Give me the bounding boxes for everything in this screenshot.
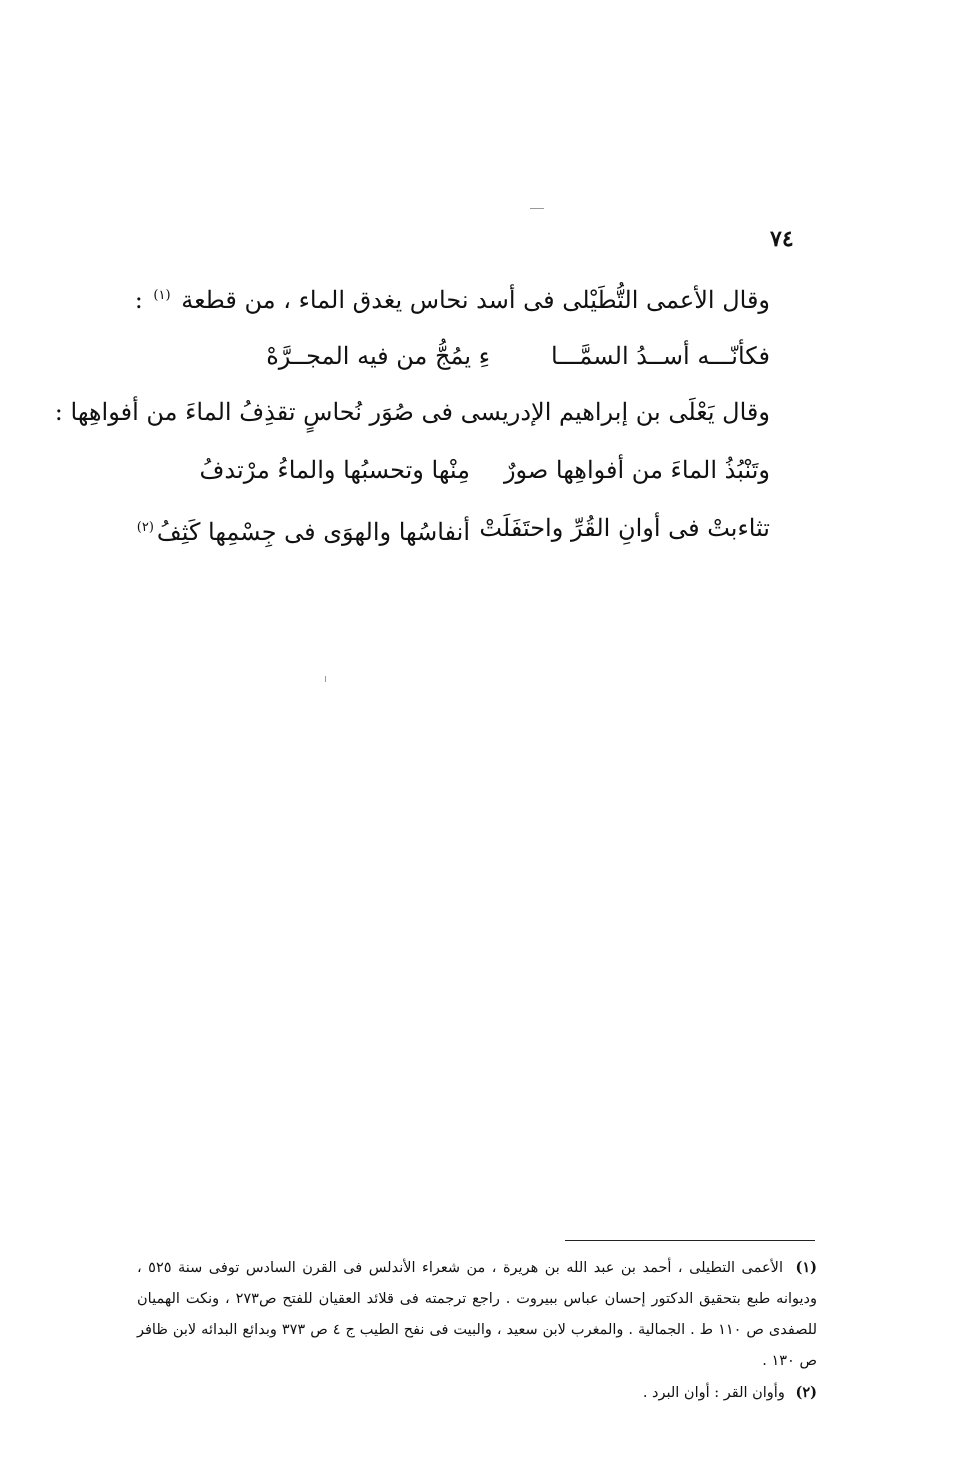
page-speck: [530, 208, 544, 209]
footnote-1: [137, 1252, 817, 1377]
verse-1-first-hemistich: فكأنّـــه أســدُ السمَّـــا: [550, 342, 770, 370]
verse-3: [134, 512, 770, 548]
intro-text-2: وقال يَعْلَى بن إبراهيم الإدريسى فى صُوَر نُحاسٍ تقذِفُ الماءَ من أفواهِها :: [54, 398, 770, 426]
verse-3-second-hemistich: [134, 512, 470, 548]
verse-2: [200, 454, 770, 486]
footnote-1-number: (١): [795, 1259, 817, 1276]
verse-3-second-text: أنفاسُها والهوَى فى جِسْمِها كَثِفُ: [156, 518, 470, 546]
footnotes: [137, 1252, 817, 1409]
verse-1: [266, 340, 770, 372]
footnote-2-number: (٢): [795, 1384, 817, 1401]
intro-line-1: [135, 280, 770, 316]
page-number: ٧٤: [770, 226, 794, 252]
intro-line-2: [55, 396, 770, 428]
page-speck: [325, 676, 326, 682]
verse-3-first-hemistich: تثاءبتْ فى أوانِ القُرِّ واحتَفَلَتْ: [479, 514, 770, 542]
footnote-marker-2: (٢): [136, 520, 154, 535]
footnote-marker-1: (١): [153, 288, 171, 303]
verse-2-first-hemistich: وتَنْبُذُ الماءَ من أفواهِها صورٌ: [503, 456, 770, 484]
footnote-2: [137, 1377, 817, 1409]
intro-colon-1: :: [134, 286, 143, 314]
footnote-1-text: الأعمى التطيلى ، أحمد بن عبد الله بن هريرة ، من شعراء الأندلس فى القرن السادس توفى سنة ٥٢٥ ، وديوانه طبع بتحقيق الدكتور إحسان عباس ببيروت . راجع ترجمته فى قلائد العقيان للفتح ص٢٧٣ ، ونكت الهميان للصفدى ص ١١٠ ط . الجمالية . والمغرب لابن سعيد ، والبيت فى نفح الطيب ج ٤ ص ٣٧٣ وبدائع البدائه لابن ظافر ص ١٣٠ .: [137, 1260, 818, 1369]
intro-text-1: وقال الأعمى التُّطَيْلى فى أسد نحاس يغدق الماء ، من قطعة: [181, 286, 770, 314]
footnote-2-text: وأوان القر : أوان البرد .: [642, 1385, 785, 1401]
verse-2-second-hemistich: مِنْها وتحسبُها والماءُ مرْتدفُ: [199, 456, 470, 484]
footnote-separator: [565, 1240, 815, 1241]
verse-1-second-hemistich: ءِ يمُجُّ من فيه المجــرَّهْ: [266, 342, 490, 370]
